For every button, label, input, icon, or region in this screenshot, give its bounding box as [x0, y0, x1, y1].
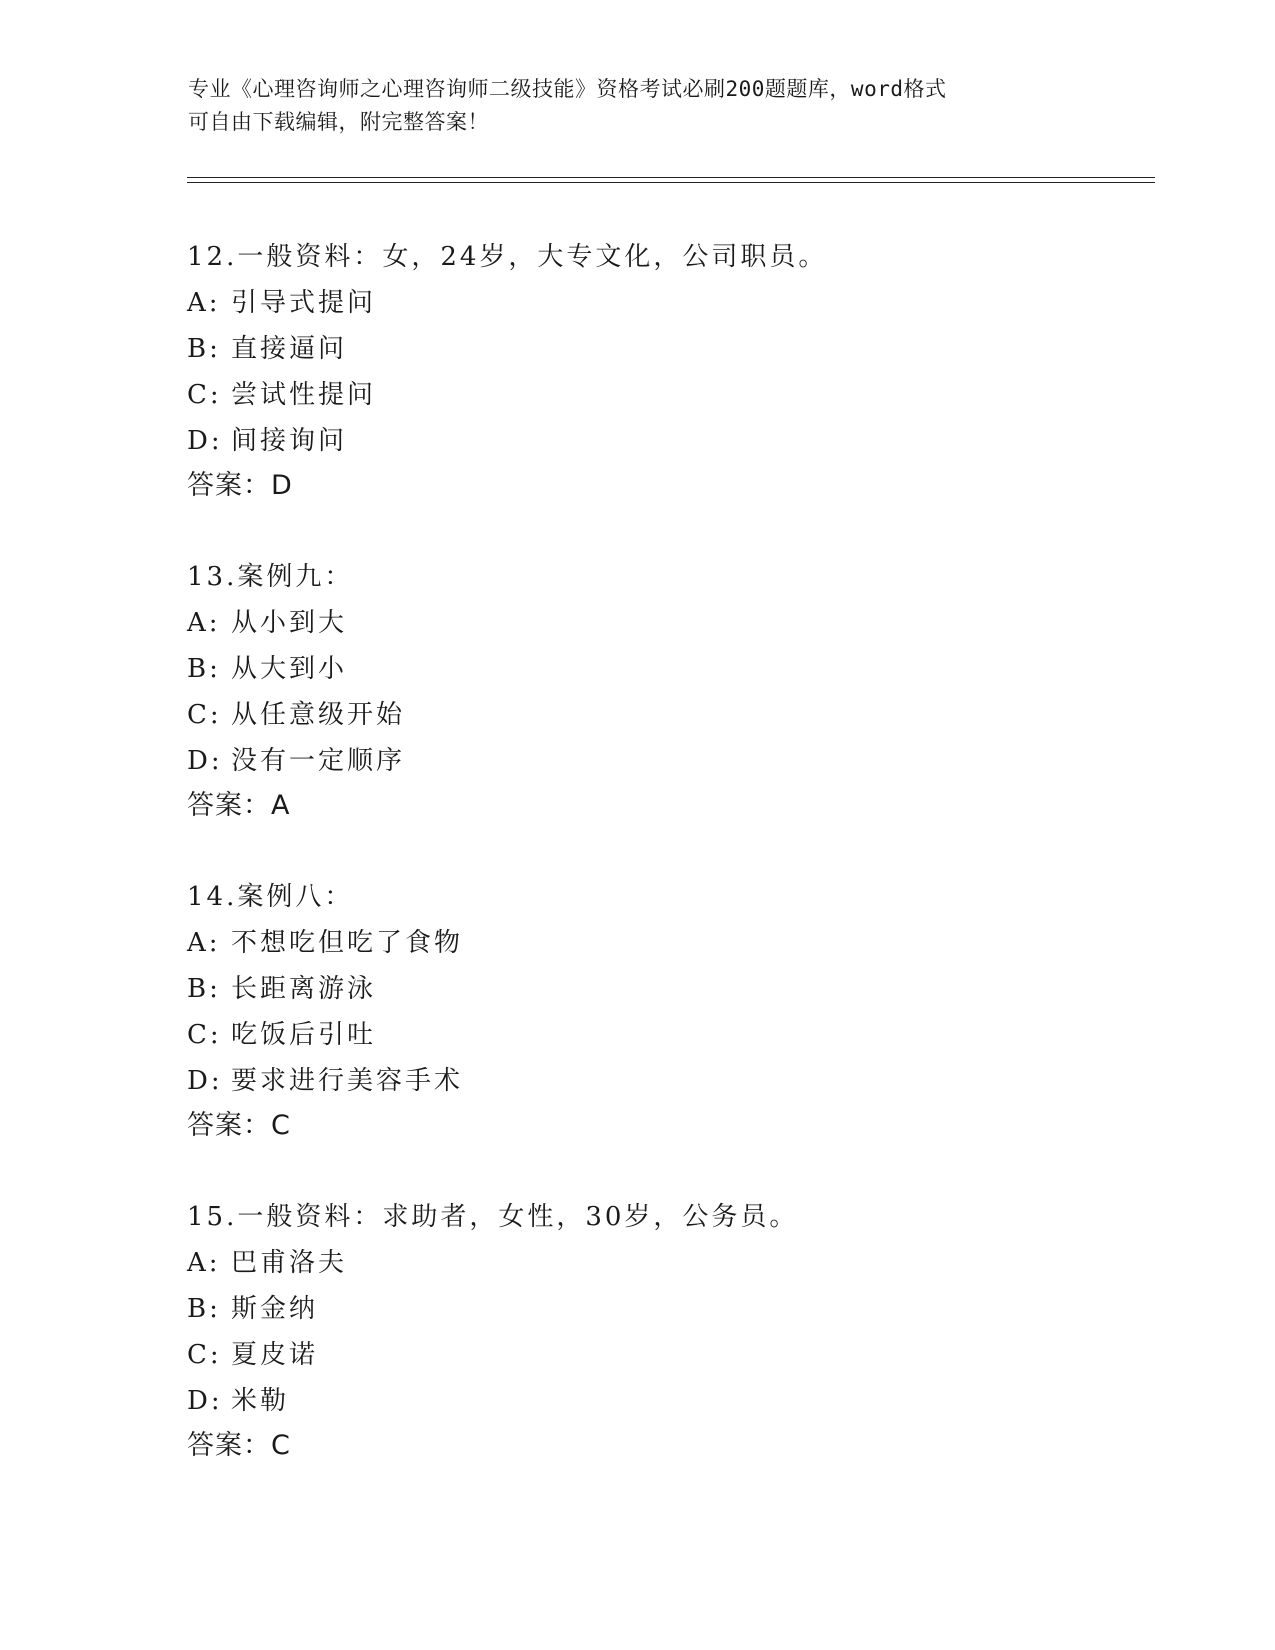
option-text: 从小到大 — [231, 608, 348, 638]
question-15 — [187, 1194, 1147, 1468]
option-letter: A: — [187, 1248, 221, 1278]
option-letter: A: — [187, 928, 221, 958]
option-letter: B: — [187, 334, 221, 364]
option-c — [187, 1332, 1147, 1378]
option-d — [187, 738, 1147, 784]
option-letter: B: — [187, 974, 221, 1004]
option-text: 斯金纳 — [231, 1294, 319, 1324]
option-a — [187, 1240, 1147, 1286]
option-text: 要求进行美容手术 — [231, 1066, 464, 1096]
header-divider-top — [187, 177, 1155, 178]
question-stem: 13.案例九： — [187, 562, 354, 592]
option-letter: D: — [187, 426, 223, 456]
option-letter: D: — [187, 1066, 223, 1096]
option-text: 从任意级开始 — [231, 700, 406, 730]
option-letter: B: — [187, 1294, 221, 1324]
option-letter: C: — [187, 1020, 222, 1050]
option-letter: B: — [187, 654, 221, 684]
option-text: 巴甫洛夫 — [231, 1248, 348, 1278]
header-line-1: 专业《心理咨询师之心理咨询师二级技能》资格考试必刷200题题库，word格式 — [188, 77, 947, 101]
option-text: 直接逼问 — [231, 334, 348, 364]
question-stem: 15.一般资料：求助者，女性，30岁，公务员。 — [187, 1202, 799, 1232]
option-text: 不想吃但吃了食物 — [231, 928, 464, 958]
option-b — [187, 646, 1147, 692]
header-divider-bottom — [187, 182, 1155, 183]
option-b — [187, 1286, 1147, 1332]
option-c — [187, 692, 1147, 738]
option-c — [187, 372, 1147, 418]
option-letter: A: — [187, 608, 221, 638]
option-a — [187, 280, 1147, 326]
answer-line: 答案：C — [187, 1430, 291, 1461]
option-text: 间接询问 — [231, 426, 348, 456]
option-a — [187, 920, 1147, 966]
answer-line: 答案：D — [187, 470, 293, 501]
option-letter: C: — [187, 1340, 222, 1370]
option-text: 夏皮诺 — [231, 1340, 319, 1370]
option-letter: A: — [187, 288, 221, 318]
option-text: 引导式提问 — [231, 288, 377, 318]
option-letter: D: — [187, 1386, 223, 1416]
question-stem: 14.案例八： — [187, 882, 354, 912]
option-letter: C: — [187, 380, 222, 410]
option-d — [187, 1058, 1147, 1104]
option-text: 米勒 — [231, 1386, 290, 1416]
header-line-2: 可自由下载编辑，附完整答案！ — [188, 110, 489, 134]
option-text: 尝试性提问 — [231, 380, 377, 410]
option-text: 长距离游泳 — [231, 974, 377, 1004]
question-13 — [187, 554, 1147, 828]
question-14 — [187, 874, 1147, 1148]
option-d — [187, 1378, 1147, 1424]
answer-line: 答案：A — [187, 790, 291, 821]
option-d — [187, 418, 1147, 464]
question-stem: 12.一般资料：女，24岁，大专文化，公司职员。 — [187, 242, 828, 272]
option-text: 吃饭后引吐 — [231, 1020, 377, 1050]
option-text: 从大到小 — [231, 654, 348, 684]
option-a — [187, 600, 1147, 646]
option-letter: C: — [187, 700, 222, 730]
answer-line: 答案：C — [187, 1110, 291, 1141]
question-list — [187, 234, 1147, 1514]
document-header — [188, 73, 1088, 139]
option-c — [187, 1012, 1147, 1058]
option-letter: D: — [187, 746, 223, 776]
option-text: 没有一定顺序 — [231, 746, 406, 776]
option-b — [187, 326, 1147, 372]
question-12 — [187, 234, 1147, 508]
option-b — [187, 966, 1147, 1012]
